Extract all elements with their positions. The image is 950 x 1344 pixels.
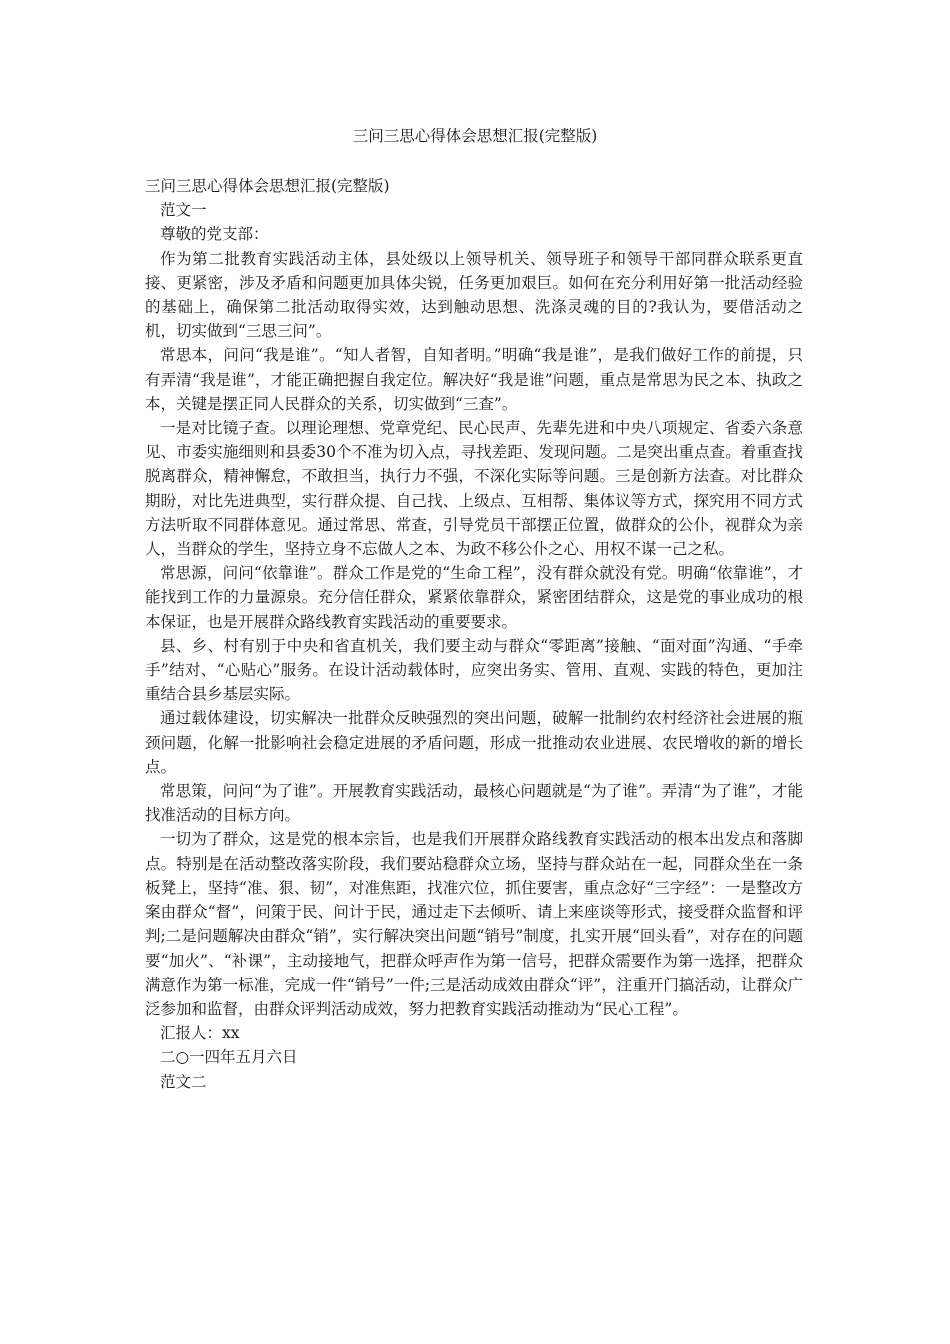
paragraph: 范文二: [160, 1072, 207, 1091]
paragraph: 尊敬的党支部：: [160, 225, 269, 244]
paragraph: 常思本，问问“我是谁”。“知人者智，自知者明。”明确“我是谁”，是我们做好工作的前提，只有弄清“我是谁”，才能正确把握自我定位。解决好“我是谁”问题，重点是常思为民之本、执政之本，关键是摆正同人民群众的关系，切实做到“三查”。: [145, 346, 803, 413]
paragraph: 一切为了群众，这是党的根本宗旨，也是我们开展群众路线教育实践活动的根本出发点和落脚点。特别是在活动整改落实阶段，我们要站稳群众立场，坚持与群众站在一起，同群众坐在一条板凳上，坚持“准、狠、韧”，对准焦距，找准穴位，抓住要害，重点念好“三字经”：一是整改方案由群众“督”，问策于民、问计于民，通过走下去倾听、请上来座谈等形式，接受群众监督和评判;二是问题解决由群众“销”，实行解决突出问题“销号”制度，扎实开展“回头看”，对存在的问题要“加火”、“补课”，主动接地气，把群众呼声作为第一信号，把群众需要作为第一选择，把群众满意作为第一标准，完成一件“销号”一件;三是活动成效由群众“评”，注重开门搞活动，让群众广泛参加和监督，由群众评判活动成效，努力把教育实践活动推动为“民心工程”。: [145, 830, 803, 1018]
paragraph: 县、乡、村有别于中央和省直机关，我们要主动与群众“零距离”接触、“面对面”沟通、“手牵手”结对、“心贴心”服务。在设计活动载体时，应突出务实、管用、直观、实践的特色，更加注重结合县乡基层实际。: [145, 636, 803, 704]
paragraph: 常思策，问问“为了谁”。开展教育实践活动，最核心问题就是“为了谁”。弄清“为了谁”，才能找准活动的目标方向。: [145, 782, 803, 825]
document-title: 三问三思心得体会思想汇报(完整版): [352, 127, 598, 145]
paragraph: 汇报人：xx: [160, 1024, 240, 1043]
paragraph: 三问三思心得体会思想汇报(完整版): [145, 177, 390, 195]
document-body: [145, 174, 803, 1094]
paragraph: 二○一四年五月六日: [160, 1048, 298, 1067]
paragraph: 范文一: [160, 201, 207, 220]
paragraph: 常思源，问问“依靠谁”。群众工作是党的“生命工程”，没有群众就没有党。明确“依靠谁”，才能找到工作的力量源泉。充分信任群众，紧紧依靠群众，紧密团结群众，这是党的事业成功的根本保证，也是开展群众路线教育实践活动的重要要求。: [145, 564, 803, 631]
paragraph: 通过载体建设，切实解决一批群众反映强烈的突出问题，破解一批制约农村经济社会进展的瓶颈问题，化解一批影响社会稳定进展的矛盾问题，形成一批推动农业进展、农民增收的新的增长点。: [145, 709, 803, 776]
paragraph: 作为第二批教育实践活动主体，县处级以上领导机关、领导班子和领导干部同群众联系更直接、更紧密，涉及矛盾和问题更加具体尖锐，任务更加艰巨。如何在充分利用好第一批活动经验的基础上，确保第二批活动取得实效，达到触动思想、洗涤灵魂的目的?我认为，要借活动之机，切实做到“三思三问”。: [145, 249, 803, 341]
paragraph: 一是对比镜子查。以理论理想、党章党纪、民心民声、先辈先进和中央八项规定、省委六条意见、市委实施细则和县委30个不准为切入点，寻找差距、发现问题。二是突出重点查。着重查找脱离群众，精神懈怠，不敢担当，执行力不强，不深化实际等问题。三是创新方法查。对比群众期盼，对比先进典型，实行群众提、自己找、上级点、互相帮、集体议等方式，探究用不同方式方法听取不同群体意见。通过常思、常查，引导党员干部摆正位置，做群众的公仆，视群众为亲人，当群众的学生，坚持立身不忘做人之本、为政不移公仆之心、用权不谋一己之私。: [145, 419, 803, 559]
